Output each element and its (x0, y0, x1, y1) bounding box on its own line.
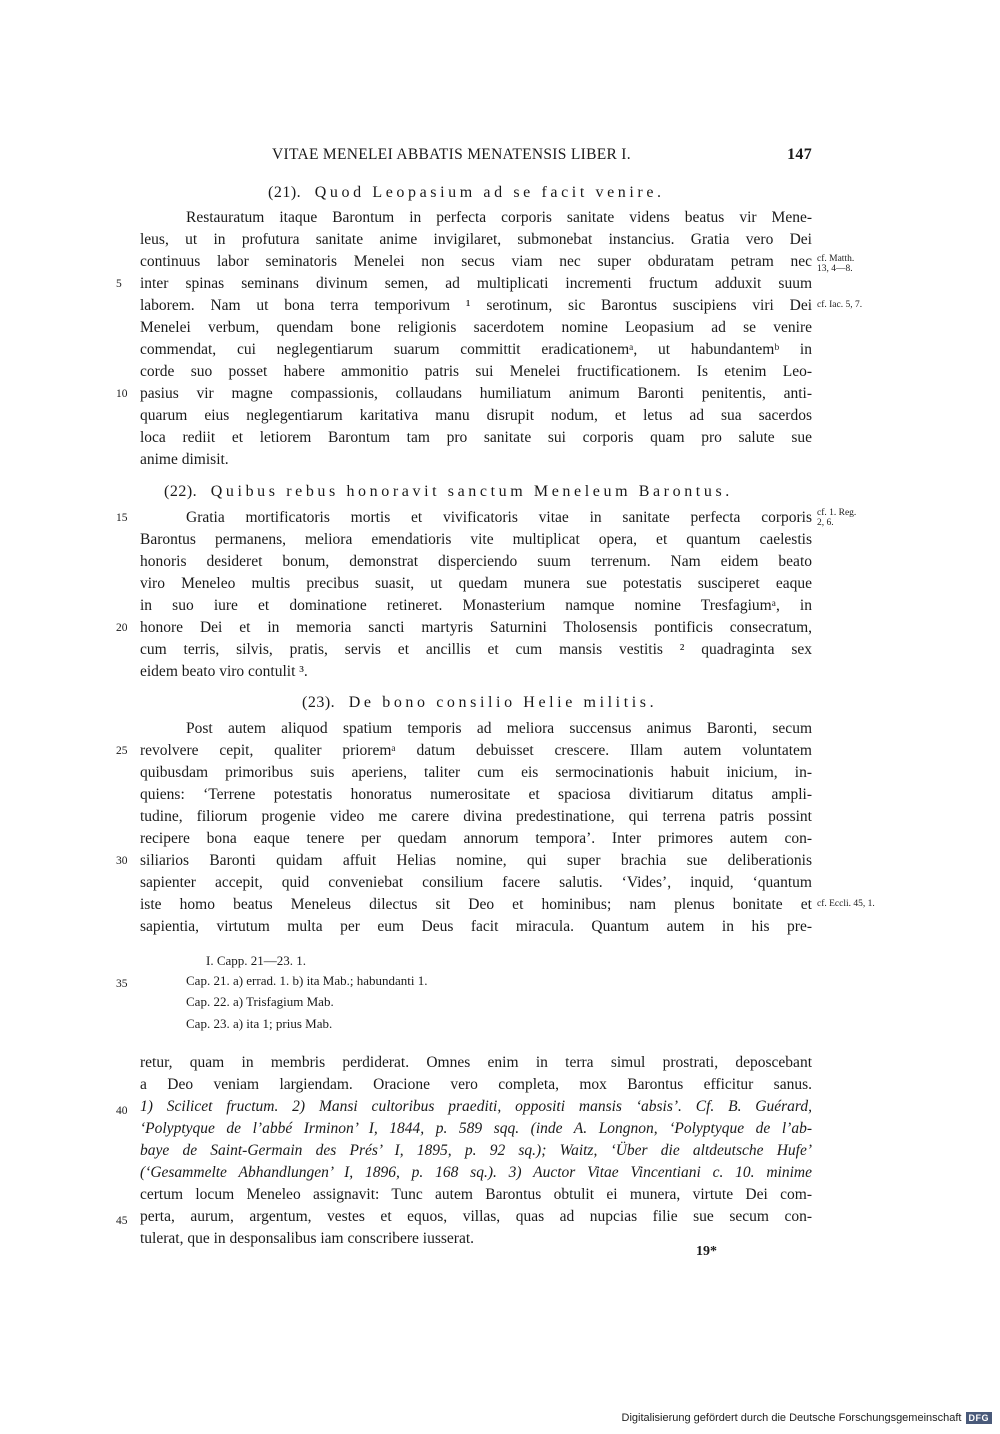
text-line: sapientia, virtutum multa per eum Deus facit miracula. Quantum autem in his pre- (140, 918, 812, 935)
line-number: 45 (116, 1215, 128, 1227)
footnote-line: perta, aurum, argentum, vestes et equos, villas, quas ad nupcias filie sue secum con- (140, 1208, 812, 1225)
text-line: Menelei verbum, quendam bone religionis sacerdotem nomine Leopasium ad se venire (140, 319, 812, 336)
apparatus-line: Cap. 22. a) Trisfagium Mab. (186, 994, 334, 1009)
footnote-line: (‘Gesammelte Abhandlungen’ I, 1896, p. 168 sq.). 3) Auctor Vitae Vincentiani c. 10. minime (140, 1164, 812, 1181)
text-line: continuus labor seminatoris Menelei non secus viam nec super obduratam petram nec (140, 253, 812, 270)
footer-text: Digitalisierung gefördert durch die Deutsche Forschungsgemeinschaft (621, 1412, 962, 1424)
apparatus-line: I. Capp. 21—23. 1. (206, 953, 307, 968)
text-line: sapienter accepit, quid conveniebat consilium facere salutis. ‘Vides’, inquid, ‘quantum (140, 874, 812, 891)
text-line: honore Dei et in memoria sancti martyris Saturnini Tholosensis pontificis consecratum, (140, 619, 812, 636)
section-heading-21 (268, 184, 665, 202)
text-line: quarum eius neglegentiarum karitativa manu disrupit nodum, et letus ad sua sacerdos (140, 407, 812, 424)
line-number: 40 (116, 1105, 128, 1117)
text-line: laborem. Nam ut bona terra temporivum ¹ serotinum, sic Barontus suscipiens viri Dei (140, 297, 812, 314)
margin-reference: cf. 1. Reg. 2, 6. (817, 508, 857, 528)
text-line: leus, ut in profutura sanitate anime invigilaret, submonebat instancius. Gratia vero Dei (140, 231, 812, 248)
text-line: Post autem aliquod spatium temporis ad meliora succensus animus Baronti, secum (186, 720, 812, 737)
section-heading-23 (302, 694, 657, 712)
section-number: (23). (302, 694, 336, 711)
text-line: Barontus permanens, meliora emendatioris vite multiplicat opera, et quantum caelestis (140, 531, 812, 548)
footnote-line: tulerat, que in desponsalibus iam conscribere iusserat. (140, 1230, 475, 1247)
footnote-line: baye de Saint-Germain des Prés’ I, 1895, p. 92 sq.); Waitz, ‘Über die altdeutsche Hufe’ (140, 1142, 812, 1159)
apparatus-line: Cap. 21. a) errad. 1. b) ita Mab.; habundanti 1. (186, 973, 428, 988)
text-line: eidem beato viro contulit ³. (140, 663, 308, 680)
text-line: quibusdam primoribus suis aperiens, taliter cum eis sermocinationis habuit inicium, in- (140, 764, 812, 781)
margin-reference: cf. Eccli. 45, 1. (817, 899, 875, 909)
section-title: De bono consilio Helie militis. (348, 694, 658, 711)
text-line: recipere bona eaque tenere per quedam annorum tempora’. Inter primores autem con- (140, 830, 812, 847)
section-number: (21). (268, 184, 302, 201)
line-number: 20 (116, 622, 128, 634)
footnote-line: 1) Scilicet fructum. 2) Mansi cultoribus praediti, oppositi mansis ‘absis’. Cf. B. Guérard, (140, 1098, 812, 1115)
line-number: 15 (116, 512, 128, 524)
line-number: 5 (116, 278, 122, 290)
page-number: 147 (787, 146, 812, 163)
dfg-logo-icon: DFG (966, 1412, 993, 1424)
margin-reference: cf. Iac. 5, 7. (817, 300, 863, 310)
apparatus-line: Cap. 23. a) ita 1; prius Mab. (186, 1016, 333, 1031)
text-line: tudine, filiorum progenie video me carere divina predestinatione, qui terrena patris possint (140, 808, 812, 825)
line-number: 10 (116, 388, 128, 400)
running-header (140, 146, 812, 168)
text-line: cum terris, silvis, pratis, servis et ancillis et cum mansis vestitis ² quadraginta sex (140, 641, 812, 658)
text-line: Restauratum itaque Barontum in perfecta corporis sanitate videns beatus vir Mene- (186, 209, 812, 226)
signature-mark: 19* (696, 1244, 717, 1259)
text-line: in suo iure et dominatione retineret. Monasterium namque nomine Tresfagiumᵃ, in (140, 597, 812, 614)
text-line: anime dimisit. (140, 451, 229, 468)
text-line: a Deo veniam largiendam. Oracione vero completa, mox Barontus efficitur sanus. (140, 1076, 812, 1093)
running-title: VITAE MENELEI ABBATIS MENATENSIS LIBER I. (272, 146, 631, 163)
text-line: pasius vir magne compassionis, collaudans humiliatum animum Baronti penitentis, anti- (140, 385, 812, 402)
footnote-line: ‘Polyptyque de l’abbé Irminon’ I, 1844, p. 589 sqq. (inde A. Longnon, ‘Polyptyque de l’ab- (140, 1120, 812, 1137)
text-line: retur, quam in membris perdiderat. Omnes enim in terra simul prostrati, deposcebant (140, 1054, 812, 1071)
line-number: 35 (116, 978, 128, 990)
text-line: siliarios Baronti quidam affuit Helias nomine, qui super brachia sue deliberationis (140, 852, 812, 869)
text-line: Gratia mortificatoris mortis et vivificatoris vitae in sanitate perfecta corporis (186, 509, 812, 526)
text-line: revolvere cepit, qualiter prioremᵃ datum debuisset crescere. Illam autem voluntatem (140, 742, 812, 759)
text-line: commendat, cui neglegentiarum suarum committit eradicationemᵃ, ut habundantemᵇ in (140, 341, 812, 358)
section-heading-22 (164, 483, 733, 501)
text-line: honoris desideret bonum, demonstrat disperciendo suum terrenum. Nam eidem beato (140, 553, 812, 570)
text-line: viro Meneleo multis precibus suasit, ut quedam munera sue potestatis susciperet eaque (140, 575, 812, 592)
footnote-line: certum locum Meneleo assignavit: Tunc autem Barontus obtulit ei munera, virtute Dei com- (140, 1186, 812, 1203)
text-line: quiens: ‘Terrene potestatis honoratus numerositate et spaciosa divitiarum ditatus ampli- (140, 786, 812, 803)
section-title: Quibus rebus honoravit sanctum Meneleum Barontus. (210, 483, 733, 500)
section-number: (22). (164, 483, 198, 500)
line-number: 30 (116, 855, 128, 867)
text-line: loca rediit et letiorem Barontum tam pro sanitate sui corporis quam pro salute sue (140, 429, 812, 446)
dfg-footer (622, 1412, 992, 1424)
text-line: inter spinas seminans divinum semen, ad multiplicati incrementi fructum adduxit suum (140, 275, 812, 292)
line-number: 25 (116, 745, 128, 757)
section-title: Quod Leopasium ad se facit venire. (314, 184, 665, 201)
margin-reference: cf. Matth. 13, 4—8. (817, 254, 855, 274)
text-line: iste homo beatus Meneleus dilectus sit Deo et hominibus; nam plenus bonitate et (140, 896, 812, 913)
text-line: corde suo posset habere ammonitio patris sui Menelei fructificationem. Is etenim Leo- (140, 363, 812, 380)
